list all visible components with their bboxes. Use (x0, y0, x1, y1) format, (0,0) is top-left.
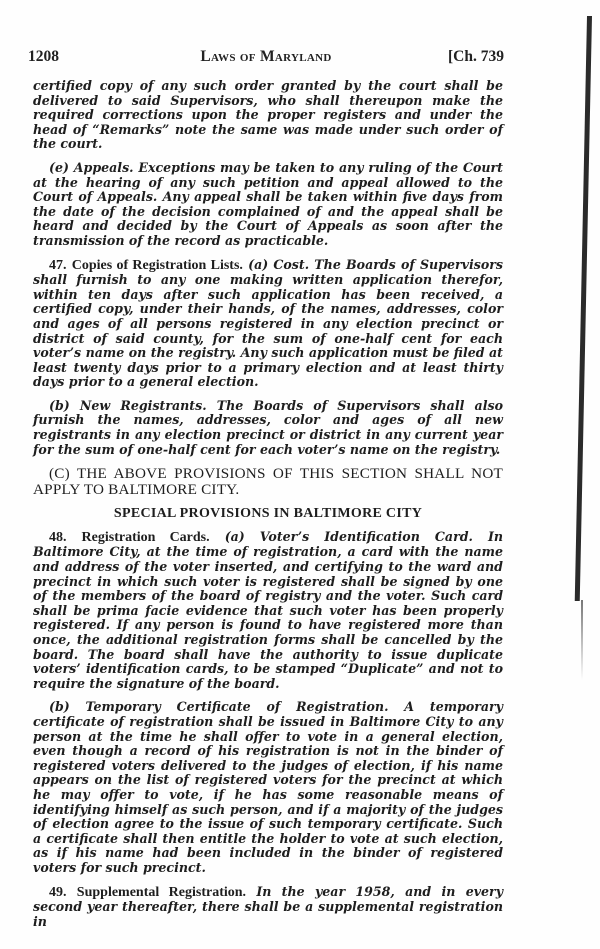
section-47-number: 47. (49, 257, 67, 273)
section-49 (33, 885, 503, 930)
section-49-heading: Supplemental Registration. (76, 884, 247, 900)
section-49-text: In the year 1958, and in every second year thereafter, there shall be a supplemental registration in (33, 883, 504, 929)
document-body (33, 79, 503, 938)
page-edge-shadow (575, 16, 592, 601)
paragraph-new-registrants: (b) New Registrants. The Boards of Supervisors shall also furnish the names, addresses, color and ages of all new registrants in any election precinct or district in any current year for the sum of one-half cent for each voter’s name on the registry. (33, 397, 503, 457)
subheading-baltimore: SPECIAL PROVISIONS IN BALTIMORE CITY (113, 506, 423, 522)
section-48 (33, 530, 503, 692)
section-47-text: (a) Cost. The Boards of Supervisors shall furnish to any one making written application therefor, within ten days after such application has been received, a certified copy, under their hands, of the names, addresses, color and ages of all persons registered in any election precinct or district of said county, for the sum of one-half cent for each voter’s name on the registry. Any such application must be filed at least twenty days prior to a primary election and at least thirty days prior to a general election. (33, 256, 503, 390)
page-number: 1208 (28, 48, 59, 65)
paragraph-continuation: certified copy of any such order granted by the court shall be delivered to said Supervisors, who shall thereupon make the required corrections upon the proper registers and under the head of “Remarks” note the same was made under such order of the court. (33, 78, 503, 152)
paragraph-appeals: (e) Appeals. Exceptions may be taken to any ruling of the Court at the hearing of any such petition and appeal allowed to the Court of Appeals. Any appeal shall be taken within five days from the date of the decision complained of and the appeal shall be heard and decided by the Court of Appeals as soon after the transmission of the record as practicable. (33, 159, 503, 248)
page-edge-shadow-fade (581, 600, 583, 680)
section-49-number: 49. (49, 884, 67, 900)
paragraph-baltimore-exemption: (C) THE ABOVE PROVISIONS OF THIS SECTION SHALL NOT APPLY TO BALTIMORE CITY. (33, 465, 503, 499)
chapter-label: [Ch. 739 (448, 48, 504, 65)
section-47 (33, 258, 503, 390)
running-header (28, 48, 504, 66)
section-48-text: (a) Voter’s Identification Card. In Baltimore City, at the time of registration, a card with the name and address of the voter inserted, and certifying to the ward and precinct in which such voter is registered shall be signed by one of the members of the board of registry and the voter. Such card shall be prima facie evidence that such voter has been properly registered. If any person is found to have registered more than once, the additional registration forms shall be cancelled by the board. The board shall have the authority to issue duplicate voters’ identification cards, to be stamped “Duplicate” and not to require the signature of the board. (33, 528, 503, 691)
section-47-heading: Copies of Registration Lists. (71, 257, 243, 273)
paragraph-temporary-certificate: (b) Temporary Certificate of Registration. A temporary certificate of registration shall be issued in Baltimore City to any person at the time he shall offer to vote in a general election, even though a record of his registration is not in the binder of registered voters delivered to the judges of election, if his name appears on the list of registered voters for the precinct at which he may offer to vote, if he has some reasonable means of identifying himself as such person, and if a majority of the judges of election agree to the issue of such temporary certificate. Such a certificate shall then entitle the holder to vote at such election, as if his name had been included in the binder of registered voters for such precinct. (33, 699, 503, 875)
running-title: Laws of Maryland (200, 48, 332, 65)
section-48-heading: Registration Cards. (81, 529, 210, 545)
section-48-number: 48. (49, 529, 67, 545)
